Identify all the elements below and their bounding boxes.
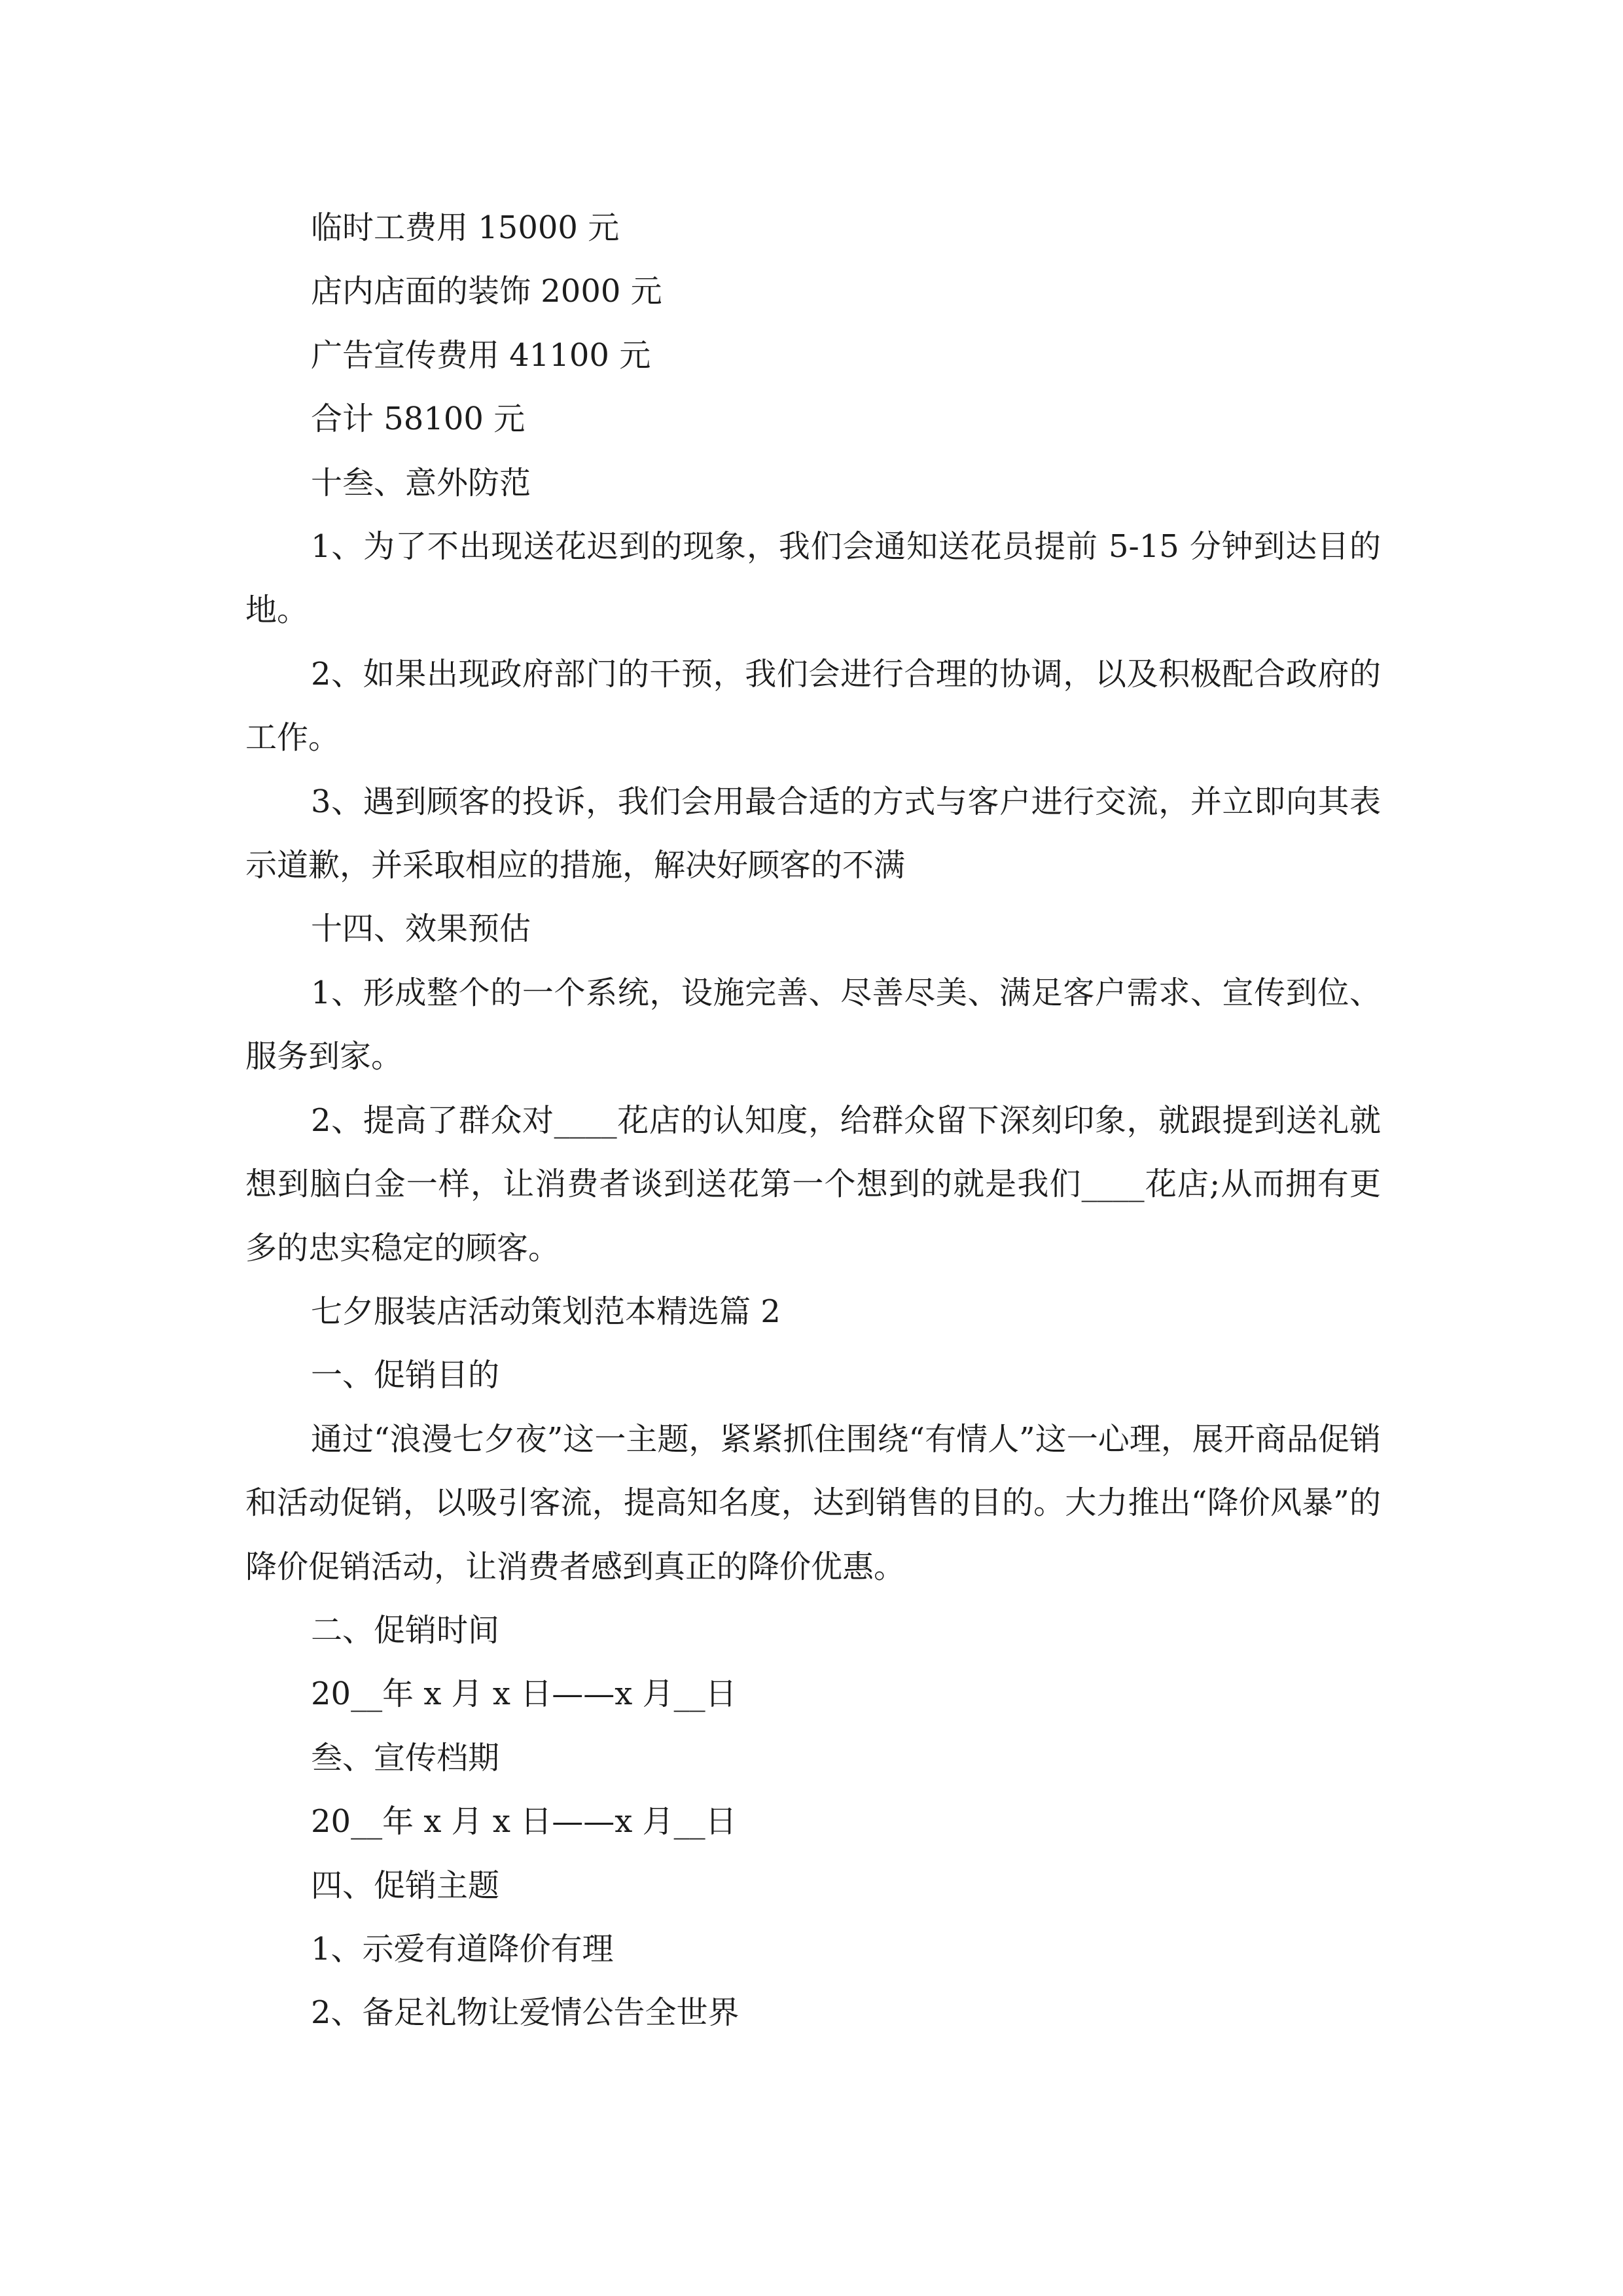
paragraph-theme-2: 2、备足礼物让爱情公告全世界 [311,1994,740,2032]
paragraph-advertising-cost: 广告宣传费用 41100 元 [311,336,651,374]
paragraph-effect-1: 1、形成整个的一个系统，设施完善、尽善尽美、满足客户需求、宣传到位、服务到家。 [245,974,1381,1075]
paragraph-decoration-cost: 店内店面的装饰 2000 元 [311,273,662,310]
paragraph-theme-1: 1、示爱有道降价有理 [311,1930,614,1967]
document-body [245,196,1381,2045]
heading-promotion-purpose: 一、促销目的 [311,1357,500,1394]
paragraph-prevention-1: 1、为了不出现送花迟到的现象，我们会通知送花员提前 5-15 分钟到达目的地。 [245,528,1381,629]
paragraph-ad-schedule: 20__年 x 月 x 日——x 月__日 [311,1803,737,1840]
heading-promotion-theme: 四、促销主题 [311,1867,500,1904]
paragraph-total-cost: 合计 58100 元 [311,401,526,438]
paragraph-prevention-2: 2、如果出现政府部门的干预，我们会进行合理的协调，以及积极配合政府的工作。 [245,655,1381,757]
heading-ad-schedule: 叁、宣传档期 [311,1739,500,1776]
heading-article-2: 七夕服装店活动策划范本精选篇 2 [311,1293,781,1330]
paragraph-prevention-3: 3、遇到顾客的投诉，我们会用最合适的方式与客户进行交流，并立即向其表示道歉，并采取相应的措施，解决好顾客的不满 [245,783,1381,884]
paragraph-promotion-purpose: 通过“浪漫七夕夜”这一主题，紧紧抓住围绕“有情人”这一心理，展开商品促销和活动促销，以吸引客流，提高知名度，达到销售的目的。大力推出“降价风暴”的降价促销活动，让消费者感到真正的降价优惠。 [245,1420,1381,1585]
heading-promotion-time: 二、促销时间 [311,1611,500,1649]
paragraph-promotion-time: 20__年 x 月 x 日——x 月__日 [311,1676,737,1713]
paragraph-temp-labor-cost: 临时工费用 15000 元 [311,209,620,246]
paragraph-effect-2: 2、提高了群众对____花店的认知度，给群众留下深刻印象，就跟提到送礼就想到脑白金一样，让消费者谈到送花第一个想到的就是我们____花店;从而拥有更多的忠实稳定的顾客。 [245,1102,1381,1266]
heading-accident-prevention: 十叁、意外防范 [311,464,531,501]
heading-effect-estimate: 十四、效果预估 [311,910,531,948]
